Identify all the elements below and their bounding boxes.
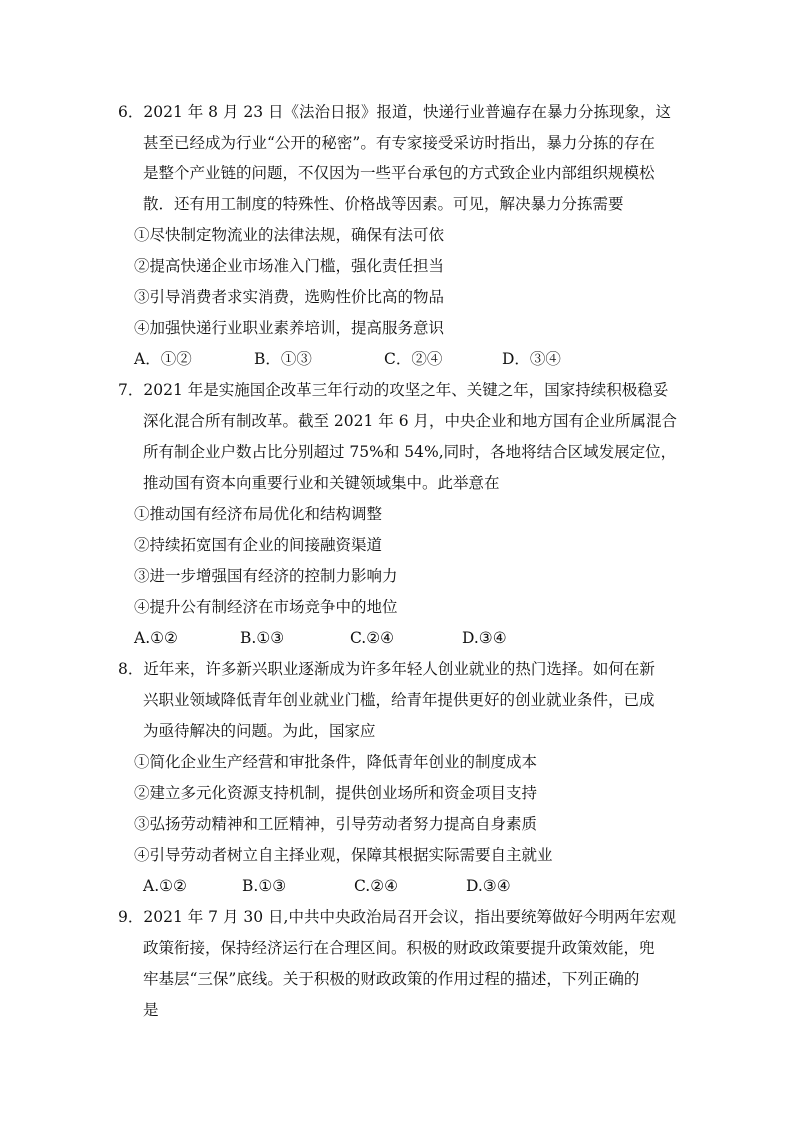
- question-6-line-3: 是整个产业链的问题，不仅因为一些平台承包的方式致企业内部组织规模松: [143, 164, 655, 182]
- question-8-item-3: ③弘扬劳动精神和工匠精神，引导劳动者努力提高自身素质: [134, 815, 538, 833]
- question-9-line-3: 牢基层“三保”底线。关于积极的财政政策的作用过程的描述，下列正确的: [143, 970, 640, 988]
- question-6-choice-a: A．①②: [134, 350, 192, 368]
- question-6-number: 6．: [118, 103, 144, 121]
- question-7-item-1: ①推动国有经济布局优化和结构调整: [134, 505, 383, 523]
- question-8-item-4: ④引导劳动者树立自主择业观，保障其根据实际需要自主就业: [134, 846, 553, 864]
- question-7-number: 7．: [118, 381, 144, 399]
- question-8-choice-c: C.②④: [354, 877, 399, 895]
- question-8-line-3: 为亟待解决的问题。为此，国家应: [143, 722, 376, 740]
- question-8-choice-a: A.①②: [143, 877, 187, 895]
- question-7-line-2: 深化混合所有制改革。截至 2021 年 6 月，中央企业和地方国有企业所属混合: [143, 412, 678, 430]
- question-6-item-1: ①尽快制定物流业的法律法规，确保有法可依: [134, 226, 445, 244]
- question-8-line-1: 8．近年来，许多新兴职业逐渐成为许多年轻人创业就业的热门选择。如何在新: [118, 660, 655, 678]
- question-8-choice-d: D.③④: [466, 877, 511, 895]
- question-7-choice-a: A.①②: [134, 629, 178, 647]
- question-6-item-3: ③引导消费者求实消费，选购性价比高的物品: [134, 288, 445, 306]
- question-8-number: 8．: [118, 660, 144, 678]
- question-8-item-1: ①简化企业生产经营和审批条件，降低青年创业的制度成本: [134, 753, 538, 771]
- question-9-number: 9．: [118, 908, 144, 926]
- question-7-item-4: ④提升公有制经济在市场竞争中的地位: [134, 598, 398, 616]
- question-6-line-4: 散．还有用工制度的特殊性、价格战等因素。可见，解决暴力分拣需要: [143, 195, 624, 213]
- question-6-choice-d: D．③④: [502, 350, 561, 368]
- question-9-line-2: 政策衔接，保持经济运行在合理区间。积极的财政政策要提升政策效能，兜: [143, 939, 655, 957]
- question-6-line-2: 甚至已经成为行业“公开的秘密”。有专家接受采访时指出，暴力分拣的存在: [143, 134, 655, 152]
- question-6-line-1: 6．2021 年 8 月 23 日《法治日报》报道，快递行业普遍存在暴力分拣现象，这: [118, 103, 672, 121]
- question-9-line-1: 9．2021 年 7 月 30 日,中共中央政治局召开会议，指出要统筹做好今明两年宏观: [118, 908, 676, 926]
- question-7-line-4: 推动国有资本向重要行业和关键领域集中。此举意在: [143, 474, 500, 492]
- question-7-choice-b: B.①③: [240, 629, 285, 647]
- question-7-choice-d: D.③④: [462, 629, 507, 647]
- question-6-choice-b: B．①③: [254, 350, 312, 368]
- question-7-item-3: ③进一步增强国有经济的控制力影响力: [134, 567, 398, 585]
- question-7-line-3: 所有制企业户数占比分别超过 75%和 54%,同时，各地将结合区域发展定位，: [143, 443, 677, 461]
- question-8-choice-b: B.①③: [242, 877, 287, 895]
- question-9-line-4: 是: [143, 1001, 159, 1019]
- question-8-line-2: 兴职业领域降低青年创业就业门槛，给青年提供更好的创业就业条件，已成: [143, 691, 655, 709]
- question-6-item-4: ④加强快递行业职业素养培训，提高服务意识: [134, 319, 445, 337]
- question-7-line-1: 7．2021 年是实施国企改革三年行动的攻坚之年、关键之年，国家持续积极稳妥: [118, 381, 669, 399]
- question-7-item-2: ②持续拓宽国有企业的间接融资渠道: [134, 536, 383, 554]
- question-8-item-2: ②建立多元化资源支持机制，提供创业场所和资金项目支持: [134, 784, 538, 802]
- question-6-item-2: ②提高快递企业市场准入门槛，强化责任担当: [134, 257, 445, 275]
- question-7-choice-c: C.②④: [350, 629, 395, 647]
- question-6-choice-c: C．②④: [384, 350, 443, 368]
